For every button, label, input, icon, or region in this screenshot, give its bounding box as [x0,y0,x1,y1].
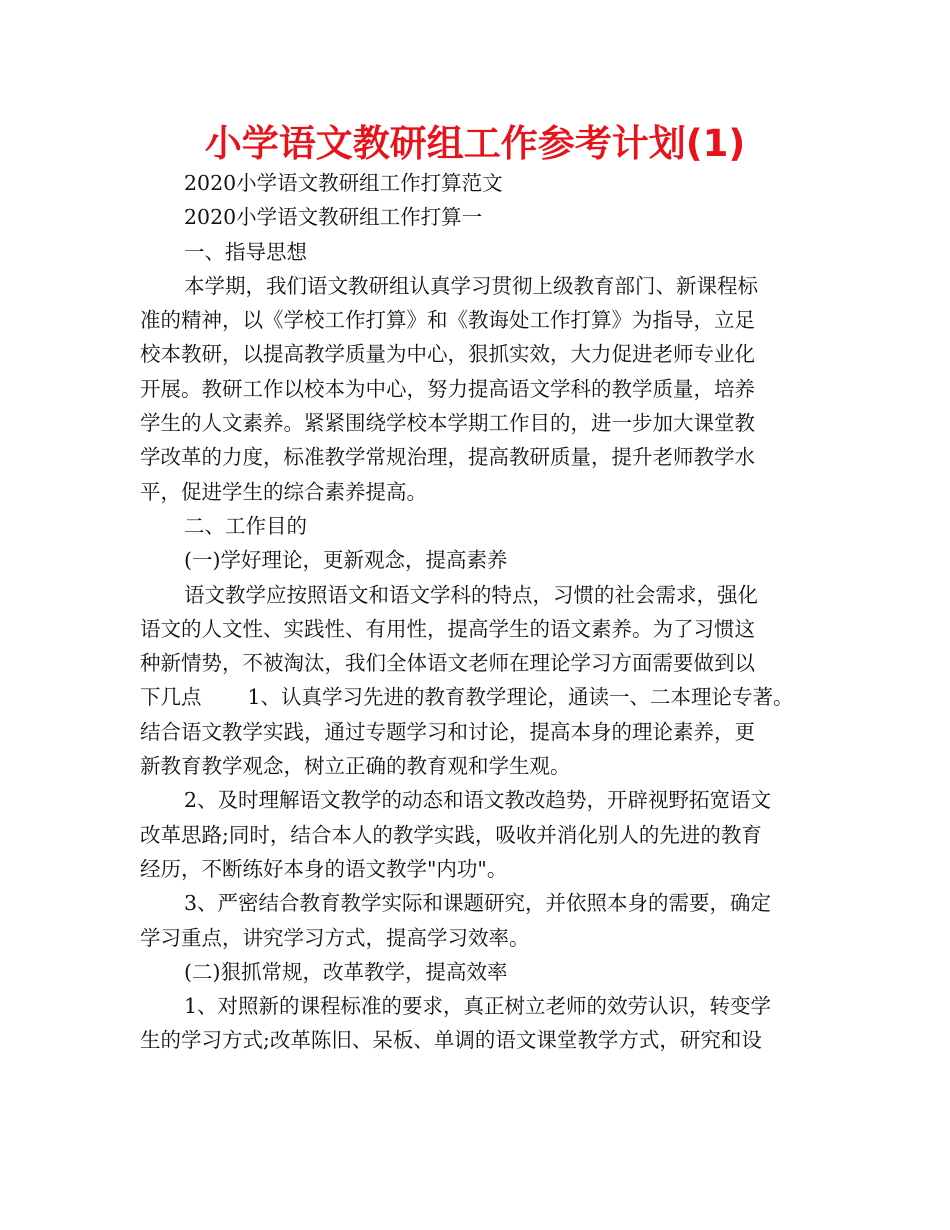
paragraph-line [140,680,820,714]
paragraph-line: 生的学习方式;改革陈旧、呆板、单调的语文课堂教学方式，研究和设 [140,1028,762,1053]
paragraph-line: 学习重点，讲究学习方式，提高学习效率。 [140,925,530,950]
paragraph-line: 2、及时理解语文教学的动态和语文教改趋势，开辟视野拓宽语文 [184,788,772,813]
paragraph-line: 语文的人文性、实践性、有用性，提高学生的语文素养。为了习惯这 [140,616,755,641]
paragraph-line: 种新情势，不被淘汰，我们全体语文老师在理论学习方面需要做到以 [140,651,755,676]
paragraph-line: 1、对照新的课程标准的要求，真正树立老师的效劳认识，转变学 [184,994,772,1019]
subsection-heading: (二)狠抓常规，改革教学，提高效率 [184,959,508,984]
paragraph-line: 新教育教学观念，树立正确的教育观和学生观。 [140,754,571,779]
paragraph-fragment: 1、认真学习先进的教育教学理论，通读一、二本理论专著。 [247,685,794,710]
paragraph-line: 3、严密结合教育教学实际和课题研究，并依照本身的需要，确定 [184,891,772,916]
document-body [140,166,820,1058]
paragraph-line: 本学期，我们语文教研组认真学习贯彻上级教育部门、新课程标 [184,273,758,298]
paragraph-line: 校本教研，以提高教学质量为中心，狠抓实效，大力促进老师专业化 [140,342,755,367]
paragraph-line: 平，促进学生的综合素养提高。 [140,479,427,504]
paragraph-line: 开展。教研工作以校本为中心，努力提高语文学科的教学质量，培养 [140,376,755,401]
section-heading: 二、工作目的 [184,513,307,538]
paragraph-line: 2020小学语文教研组工作打算范文 [184,171,503,195]
document-title: 小学语文教研组工作参考计划(1) [204,122,746,165]
paragraph-line: 学改革的力度，标准教学常规治理，提高教研质量，提升老师教学水 [140,445,755,470]
section-heading: 一、指导思想 [184,239,307,264]
paragraph-line: 经历，不断练好本身的语文教学"内功"。 [140,856,508,881]
subsection-heading: (一)学好理论，更新观念，提高素养 [184,548,508,573]
paragraph-line: 语文教学应按照语文和语文学科的特点，习惯的社会需求，强化 [184,582,758,607]
paragraph-line: 结合语文教学实践，通过专题学习和讨论，提高本身的理论素养，更 [140,719,755,744]
paragraph-fragment: 下几点 [140,685,202,710]
paragraph-line: 学生的人文素养。紧紧围绕学校本学期工作目的，进一步加大课堂教 [140,411,755,436]
paragraph-line: 改革思路;同时，结合本人的教学实践，吸收并消化别人的先进的教育 [140,822,762,847]
paragraph-line: 准的精神，以《学校工作打算》和《教诲处工作打算》为指导，立足 [140,308,755,333]
paragraph-line: 2020小学语文教研组工作打算一 [184,205,483,230]
